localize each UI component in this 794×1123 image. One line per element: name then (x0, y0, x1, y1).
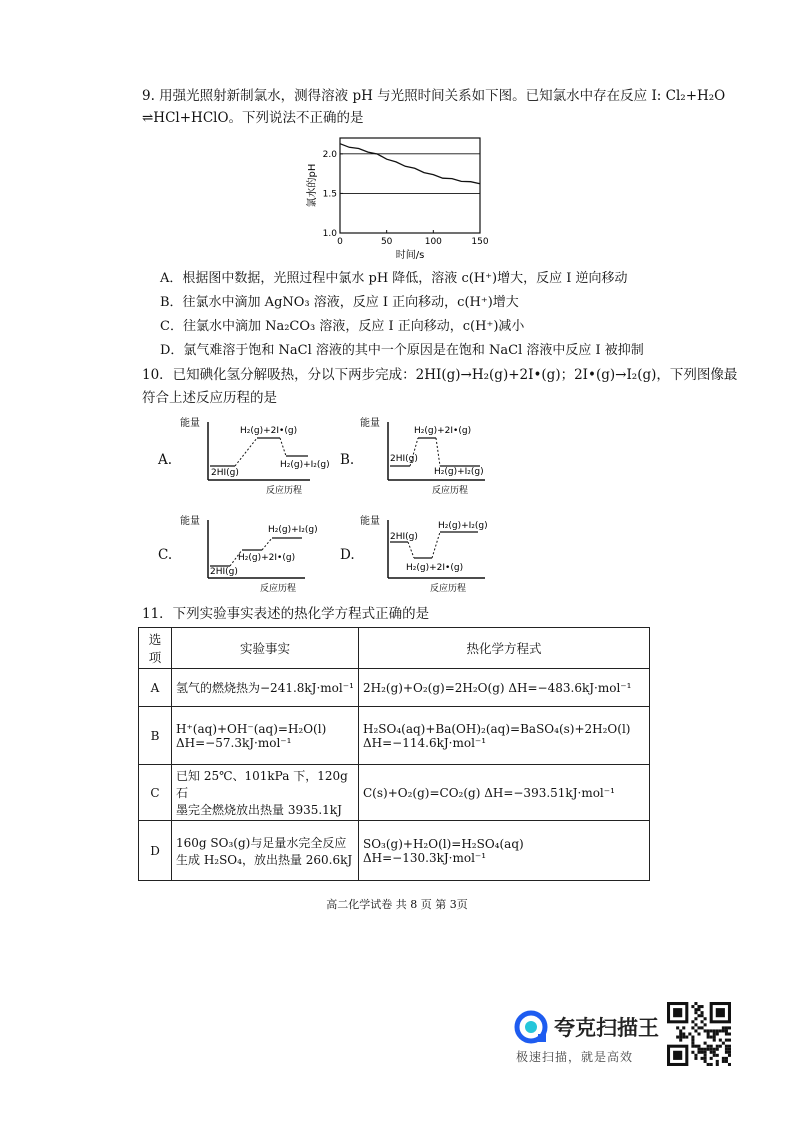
q9-option-a: A．根据图中数据，光照过程中氯水 pH 降低，溶液 c(H⁺)增大，反应 I 逆向移动 (160, 271, 628, 286)
scanner-watermark (512, 1008, 747, 1068)
path-axis-label: 反应历程 (260, 584, 297, 594)
ph-series-line (340, 144, 480, 184)
table-row (139, 765, 650, 821)
row-b-fact-line2: ΔH=−57.3kJ·mol⁻¹ (176, 735, 292, 750)
row-a-equation (359, 669, 650, 707)
energy-diagram-b (360, 412, 500, 496)
header-fact: 实验事实 (172, 628, 359, 669)
row-d-fact-line1: 160g SO₃(g)与足量水完全反应 (176, 835, 347, 850)
row-a-fact-line: 氢气的燃烧热为−241.8kJ·mol⁻¹ (176, 681, 354, 695)
q9-option-c: C．往氯水中滴加 Na₂CO₃ 溶液，反应 I 正向移动，c(H⁺)减小 (160, 319, 525, 334)
y-tick-label: 1.5 (322, 189, 337, 200)
energy-diagram-d (360, 510, 500, 594)
path-axis-label: 反应历程 (430, 584, 467, 594)
energy-axis-label: 能量 (360, 516, 380, 527)
diagram-d-end-label: H₂(g)+I₂(g) (438, 521, 488, 531)
qr-code-icon (667, 1002, 731, 1066)
row-c-option: C (139, 765, 172, 821)
diagram-d-letter: D. (340, 547, 355, 563)
x-axis-label: 时间/s (395, 250, 425, 261)
row-c-fact-line1: 已知 25℃、101kPa 下，120g 石 (176, 769, 348, 800)
diagram-c-end-label: H₂(g)+I₂(g) (268, 525, 318, 535)
scanner-brand: 夸克扫描王 (554, 1016, 659, 1040)
y-tick-label: 1.0 (322, 229, 337, 239)
page-footer: 高二化学试卷 共 8 页 第 3页 (326, 898, 468, 911)
y-axis-label: 氯水的pH (307, 163, 318, 208)
table-row (139, 707, 650, 765)
row-d-eq-line: SO₃(g)+H₂O(l)=H₂SO₄(aq) ΔH=−130.3kJ·mol⁻¹ (363, 836, 524, 865)
x-tick-label: 0 (337, 237, 343, 247)
header-equation: 热化学方程式 (359, 628, 650, 669)
table-row (139, 669, 650, 707)
q9-stem-line1: 9. 用强光照射新制氯水，测得溶液 pH 与光照时间关系如下图。已知氯水中存在反应 I: Cl₂+H₂O (142, 88, 726, 104)
diagram-d-mid-label: H₂(g)+2I•(g) (406, 563, 464, 573)
x-tick-label: 150 (471, 237, 489, 247)
energy-axis-label: 能量 (180, 516, 200, 527)
scanner-logo-icon (514, 1010, 548, 1044)
row-d-equation (359, 821, 650, 881)
table-row (139, 821, 650, 881)
path-axis-label: 反应历程 (432, 486, 469, 496)
diagram-b-hi-label: 2HI(g) (390, 454, 418, 464)
row-b-option: B (139, 707, 172, 765)
plot-frame (340, 138, 480, 233)
row-a-option: A (139, 669, 172, 707)
energy-axis-label: 能量 (360, 418, 380, 429)
row-b-equation (359, 707, 650, 765)
row-c-fact-line2: 墨完全燃烧放出热量 3935.1kJ (176, 803, 342, 817)
path-axis-label: 反应历程 (266, 486, 303, 496)
diagram-b-end-label: H₂(g)+I₂(g) (434, 467, 484, 477)
ph-chart (295, 130, 495, 265)
q11-table (138, 627, 650, 881)
row-a-eq-line: 2H₂(g)+O₂(g)=2H₂O(g) ΔH=−483.6kJ·mol⁻¹ (363, 680, 632, 695)
energy-diagram-c (180, 510, 320, 594)
diagram-a-hi-label: 2HI(g) (211, 468, 239, 478)
row-c-eq-line: C(s)+O₂(g)=CO₂(g) ΔH=−393.51kJ·mol⁻¹ (363, 785, 615, 800)
row-c-equation (359, 765, 650, 821)
q10-stem-line1: 10．已知碘化氢分解吸热，分以下两步完成：2HI(g)→H₂(g)+2I•(g)；2I•(g)→I₂(g)，下列图像最 (142, 367, 738, 383)
q9-stem-line2: ⇌HCl+HClO。下列说法不正确的是 (142, 110, 364, 126)
diagram-c-hi-label: 2HI(g) (210, 567, 238, 577)
row-d-fact (172, 821, 359, 881)
q10-stem-line2: 符合上述反应历程的是 (142, 390, 277, 406)
x-tick-label: 50 (380, 237, 393, 247)
row-b-eq-line2: ΔH=−114.6kJ·mol⁻¹ (363, 735, 487, 750)
diagram-a-end-label: H₂(g)+I₂(g) (280, 460, 330, 470)
q9-option-d: D．氯气难溶于饱和 NaCl 溶液的其中一个原因是在饱和 NaCl 溶液中反应 I 被抑制 (160, 343, 644, 358)
diagram-a-mid-label: H₂(g)+2I•(g) (240, 426, 298, 436)
energy-axis-label: 能量 (180, 418, 200, 429)
row-b-fact (172, 707, 359, 765)
diagram-d-hi-label: 2HI(g) (390, 532, 418, 542)
row-c-fact (172, 765, 359, 821)
row-b-eq-line1: H₂SO₄(aq)+Ba(OH)₂(aq)=BaSO₄(s)+2H₂O(l) (363, 721, 631, 736)
row-a-fact (172, 669, 359, 707)
diagram-b-mid-label: H₂(g)+2I•(g) (414, 426, 472, 436)
diagram-a-letter: A. (158, 452, 173, 468)
scanner-slogan: 极速扫描，就是高效 (516, 1050, 634, 1064)
q11-stem: 11．下列实验事实表述的热化学方程式正确的是 (142, 606, 430, 622)
diagram-b-letter: B. (340, 452, 355, 468)
q9-option-b: B．往氯水中滴加 AgNO₃ 溶液，反应 I 正向移动，c(H⁺)增大 (160, 295, 519, 310)
energy-diagram-a (180, 412, 330, 496)
table-header-row (139, 628, 650, 669)
row-d-fact-line2: 生成 H₂SO₄，放出热量 260.6kJ (176, 852, 353, 867)
diagram-c-letter: C. (158, 547, 173, 563)
row-b-fact-line1: H⁺(aq)+OH⁻(aq)=H₂O(l) (176, 721, 327, 736)
x-tick-label: 100 (424, 237, 442, 247)
row-d-option: D (139, 821, 172, 881)
header-option: 选项 (139, 628, 172, 669)
y-tick-label: 2.0 (322, 149, 337, 160)
diagram-c-mid-label: H₂(g)+2I•(g) (238, 553, 296, 563)
